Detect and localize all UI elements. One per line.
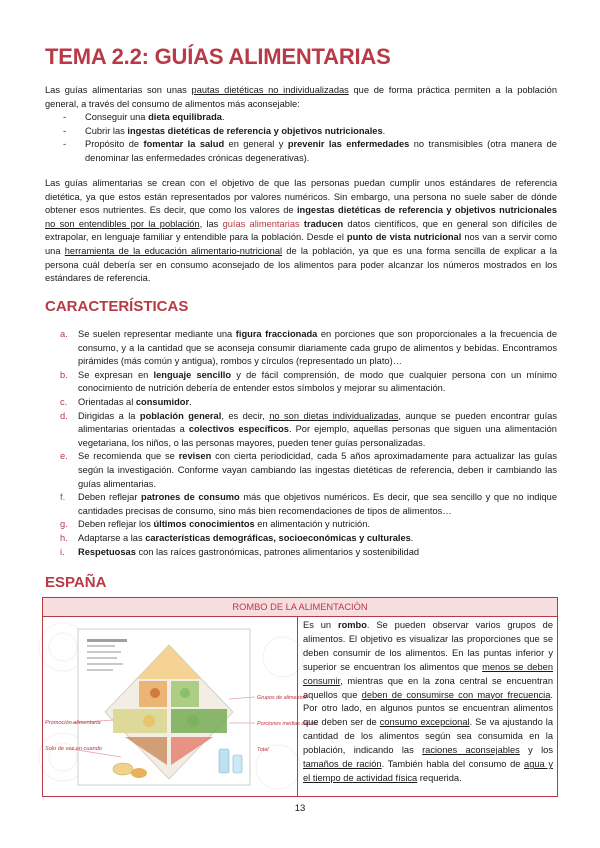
list-item: h. Adaptarse a las características demográficas, socioeconómicas y culturales. (60, 532, 414, 543)
explanation-paragraph: Las guías alimentarias se crean con el objetivo de que las personas puedan cumplir unos estándares de referencia dietética, ya que estos están representados por valores numéricos. Sin embargo, una persona no suele saber de dónde obtener esos nutrientes. Es decir, que como los valores de ingestas dietéticas de referencia y objetivos nutricionales no son entendibles por la población, las guías alimentarias traducen datos científicos, que en general son difíciles de extrapolar, en lenguaje familiar y entendible para la población. Desde el punto de vista nutricional nos van a servir como una herramienta de la educación alimentario-nutricional de la población, ya que es una forma sencilla de explicar a la persona cuál debería ser en consumo aconsejado de los alimentos para poder alcanzar los números mostrados en los estándares de referencia. (45, 178, 558, 284)
rombo-illustration (43, 617, 318, 796)
section-heading-espana: ESPAÑA (45, 574, 107, 591)
list-item: a. Se suelen representar mediante una figura fraccionada en porciones que son proporcionales a la frecuencia de consumo, y a la cantidad que se aconseja consumir diariamente cada grupo de alimentos y bebidas. Encontramos pirámides (más común y antigua), rombos y círculos (representado un plato)… (60, 329, 557, 367)
rombo-description: Es un rombo. Se pueden observar varios grupos de alimentos. El objetivo es visualizar las proporciones que se deben consumir de los alimentos. En las puntas inferior y superior se encuentran los alimentos que menos se deben consumir, mientras que en la zona central se encuentran aquellos que deben de consumirse con mayor frecuencia. Por otro lado, en algunos puntos se encuentran alimentos que deben ser de consumo excepcional. Se va ajustando la cantidad de los alimentos según sea consumida en la población, indicando las raciones aconsejables y los tamaños de ración. También habla del consumo de agua y el tiempo de actividad física requerida. (303, 620, 554, 783)
list-item: g. Deben reflejar los últimos conocimientos en alimentación y nutrición. (60, 519, 370, 530)
page-title: TEMA 2.2: GUÍAS ALIMENTARIAS (45, 44, 391, 69)
objectives-list (63, 111, 557, 165)
list-item: - Propósito de fomentar la salud en general y prevenir las enfermedades no transmisibles (otra manera de denominar las enfermedades crónicas degenerativas). (63, 138, 557, 165)
list-item: d. Dirigidas a la población general, es decir, no son dietas individualizadas, aunque se pueden encontrar guías alimentarias orientadas a colectivos específicos. Por ejemplo, aquellas personas que siguen una alimentación vegetariana, los niños, o las personas mayores, pueden tener guías personalizadas. (60, 410, 557, 448)
page-number: 13 (294, 803, 306, 814)
image-label-left-1: Promoción alimentaria (45, 720, 101, 726)
list-item: - Cubrir las ingestas dietéticas de referencia y objetivos nutricionales. (63, 125, 557, 139)
rombo-table (42, 597, 558, 797)
rombo-image (43, 617, 318, 796)
list-item: i. Respetuosas con las raíces gastronómicas, patrones alimentarios y sostenibilidad (60, 546, 420, 557)
image-label-right-1: Grupos de alimentos (257, 695, 307, 701)
image-label-right-2: Porciones medias diarias (257, 721, 318, 727)
list-item: b. Se expresan en lenguaje sencillo y de fácil comprensión, de modo que cualquier persona con un mínimo conocimiento de nutrición debería de entender estos símbolos y mejorar su alimentación. (60, 369, 557, 394)
section-heading-caracteristicas: CARACTERÍSTICAS (45, 298, 189, 315)
list-item: c. Orientadas al consumidor. (60, 396, 192, 407)
list-item: - Conseguir una dieta equilibrada. (63, 111, 557, 125)
image-label-right-3: Total (257, 747, 269, 753)
image-label-left-2: Solo de vez en cuando (45, 746, 102, 752)
list-item: e. Se recomienda que se revisen con cierta periodicidad, cada 5 años aproximadamente para actualizar las guías según la investigación. Conforme vayan cambiando las ingestas dietéticas de referencia, deben ir cambiando las guías alimentarias. (60, 451, 557, 489)
characteristics-list (60, 328, 557, 559)
list-item: f. Deben reflejar patrones de consumo más que objetivos numéricos. Es decir, que sea sencillo y que no indique cantidades precisas de consumo, sino más bien recomendaciones de tipos de alimentos… (60, 492, 557, 516)
intro-paragraph: Las guías alimentarias son unas pautas dietéticas no individualizadas que de forma práctica permiten a la población general, a través del consumo de alimentos más aconsejable: (45, 85, 557, 109)
rombo-table-header: ROMBO DE LA ALIMENTACIÓN (43, 598, 557, 617)
